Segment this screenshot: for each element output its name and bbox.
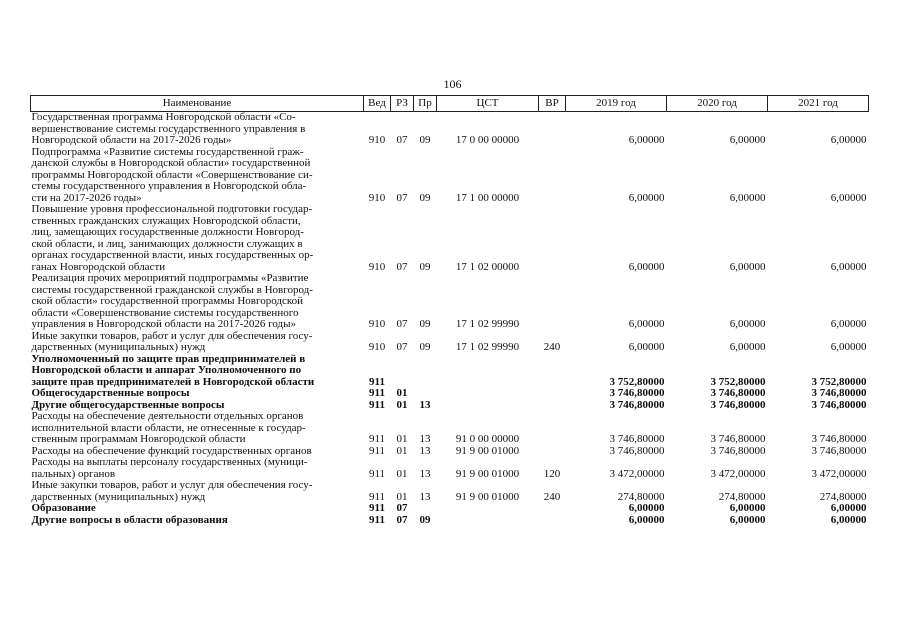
header-rz: РЗ [391, 96, 414, 112]
ved-cell: 911 [369, 387, 385, 399]
row-name-cell [31, 457, 364, 480]
vr-cell: 120 [543, 467, 561, 480]
row-name-line: Иные закупки товаров, работ и услуг для обеспечения госу- [31, 329, 313, 342]
row-name-line: сти на 2017-2026 годы» [31, 191, 142, 204]
vr-cell [539, 446, 566, 458]
header-vr: ВР [539, 96, 566, 112]
cst-cell: 91 9 00 01000 [455, 444, 520, 457]
row-name-cell [31, 331, 364, 354]
row-name-cell [31, 204, 364, 273]
pr-cell: 09 [419, 341, 431, 353]
ved-cell: 911 [368, 444, 386, 457]
rz-cell: 07 [396, 260, 408, 273]
row-name-line: исполнительной власти области, не отнесенные к государ- [31, 421, 306, 434]
row-name-cell [31, 480, 364, 503]
row-name-cell [31, 354, 364, 389]
pr-cell: 13 [419, 490, 431, 503]
cst-cell: 17 1 02 99990 [455, 318, 520, 330]
row-name-line: Расходы на обеспечение функций государственных органов [31, 444, 312, 457]
ved-cell: 910 [368, 134, 386, 146]
rz-cell: 01 [396, 444, 408, 457]
pr-cell: 09 [419, 513, 431, 526]
row-name-line: Другие общегосударственные вопросы [31, 398, 225, 411]
row-name-line: программы Новгородской области «Совершенствование си- [31, 168, 313, 181]
header-2021: 2021 год [768, 96, 869, 112]
amount-2019-cell: 3 472,00000 [609, 467, 665, 480]
page-number: 106 [443, 77, 462, 91]
amount-2021-cell: 6,00000 [830, 318, 867, 330]
amount-2020-cell: 6,00000 [729, 318, 766, 330]
row-name-line: стемы государственного управления в Новгородской обла- [31, 180, 307, 192]
row-name-line: Образование [31, 502, 96, 514]
cst-cell: 17 1 00 00000 [455, 191, 520, 204]
amount-2019-cell: 6,00000 [628, 191, 665, 204]
ved-cell: 910 [368, 260, 386, 273]
amount-2019-cell: 3 746,80000 [609, 433, 665, 445]
rz-cell: 01 [396, 398, 408, 411]
amount-2021-cell: 6,00000 [830, 191, 867, 204]
amount-2019-cell: 6,00000 [628, 341, 665, 353]
cst-cell: 91 9 00 01000 [455, 490, 520, 503]
row-name-line: ской области» государственной программы Новгородской [31, 295, 304, 307]
ved-cell: 910 [368, 318, 386, 330]
row-name-cell [31, 112, 364, 147]
amount-2020-cell: 6,00000 [729, 260, 766, 273]
amount-2021-cell: 3 746,80000 [811, 398, 867, 411]
rz-cell: 07 [396, 318, 408, 330]
row-name-line: органах государственной власти, иных государственных ор- [31, 249, 314, 261]
vr-cell [539, 388, 566, 400]
cst-cell: 91 0 00 00000 [455, 433, 520, 445]
ved-cell: 911 [369, 375, 385, 388]
ved-cell: 911 [368, 433, 386, 445]
ved-cell: 911 [369, 502, 385, 514]
row-name-cell [31, 273, 364, 331]
amount-2020-cell: 274,80000 [718, 490, 766, 503]
table-row [31, 480, 869, 503]
cst-cell [437, 388, 539, 400]
row-name-cell [31, 388, 364, 400]
row-name-line: Новгородской области и аппарат Уполномоченного по [31, 364, 302, 376]
cst-cell: 17 1 02 99990 [455, 341, 520, 353]
table-row [31, 411, 869, 446]
table-row [31, 331, 869, 354]
cst-cell [437, 515, 539, 527]
amount-2021-cell: 3 746,80000 [811, 387, 867, 399]
ved-cell: 910 [368, 191, 386, 204]
pr-cell: 13 [419, 398, 431, 411]
cst-cell: 17 1 02 00000 [455, 260, 520, 273]
amount-2021-cell: 274,80000 [819, 490, 867, 503]
row-name-line: лиц, замещающих государственные должности Новгород- [31, 226, 304, 238]
table-row [31, 273, 869, 331]
vr-cell [539, 400, 566, 412]
row-name-line: Общегосударственные вопросы [31, 387, 190, 399]
row-name-line: пальных) органов [31, 467, 116, 480]
table-header-row [31, 96, 869, 112]
row-name-line: системы государственной гражданской службы в Новгород- [31, 283, 313, 296]
row-name-line: Повышение уровня профессиональной подготовки государ- [31, 203, 313, 215]
amount-2019-cell: 274,80000 [617, 490, 665, 503]
vr-cell [539, 354, 566, 389]
cst-cell: 91 9 00 01000 [455, 467, 520, 480]
row-name-line: Иные закупки товаров, работ и услуг для обеспечения госу- [31, 479, 313, 491]
table-row [31, 388, 869, 400]
vr-cell [539, 503, 566, 515]
amount-2020-cell: 6,00000 [729, 513, 766, 526]
budget-table [30, 95, 869, 526]
row-name-line: ственным программам Новгородской области [31, 433, 246, 445]
row-name-line: дарственных (муниципальных) нужд [31, 341, 206, 353]
table-body [31, 112, 869, 527]
row-name-cell [31, 147, 364, 205]
amount-2021-cell: 6,00000 [830, 513, 867, 526]
pr-cell [414, 388, 437, 400]
rz-cell: 07 [396, 134, 408, 146]
row-name-line: защите прав предпринимателей в Новгородской области [31, 375, 315, 388]
header-2019: 2019 год [566, 96, 667, 112]
amount-2020-cell: 6,00000 [729, 341, 766, 353]
pr-cell: 13 [419, 467, 431, 480]
vr-cell [539, 112, 566, 147]
row-name-line: Подпрограмма «Развитие системы государственной граж- [31, 145, 304, 158]
row-name-cell [31, 503, 364, 515]
row-name-cell [31, 411, 364, 446]
amount-2021-cell: 3 746,80000 [811, 444, 867, 457]
amount-2019-cell: 6,00000 [628, 134, 665, 146]
amount-2021-cell: 6,00000 [830, 134, 867, 146]
row-name-line: Другие вопросы в области образования [31, 513, 228, 526]
row-name-line: управления в Новгородской области на 2017-2026 годы» [31, 318, 297, 330]
amount-2019-cell: 3 752,80000 [609, 375, 665, 388]
amount-2020-cell: 3 752,80000 [710, 375, 766, 388]
ved-cell: 910 [368, 341, 386, 353]
row-name-line: Государственная программа Новгородской области «Со- [31, 111, 296, 123]
rz-cell: 01 [396, 467, 408, 480]
rz-cell: 01 [396, 490, 408, 503]
amount-2021-cell: 3 746,80000 [811, 433, 867, 445]
amount-2021-cell: 3 472,00000 [811, 467, 867, 480]
cst-cell: 17 0 00 00000 [455, 134, 520, 146]
amount-2020-cell: 6,00000 [729, 191, 766, 204]
pr-cell [414, 503, 437, 515]
vr-cell [539, 204, 566, 273]
vr-cell [539, 515, 566, 527]
row-name-line: Новгородской области на 2017-2026 годы» [31, 134, 232, 146]
rz-cell: 07 [396, 502, 408, 514]
amount-2020-cell: 3 472,00000 [710, 467, 766, 480]
row-name-line: Расходы на обеспечение деятельности отдельных органов [31, 410, 304, 422]
row-name-line: ственных гражданских служащих Новгородской области, [31, 214, 301, 227]
amount-2021-cell: 6,00000 [830, 260, 867, 273]
vr-cell [539, 147, 566, 205]
amount-2019-cell: 6,00000 [628, 513, 665, 526]
row-name-line: вершенствование системы государственного управления в [31, 122, 306, 135]
row-name-line: области «Совершенствование системы государственного [31, 306, 299, 319]
vr-cell: 240 [543, 341, 561, 353]
amount-2019-cell: 6,00000 [628, 318, 665, 330]
ved-cell: 911 [368, 490, 386, 503]
rz-cell: 01 [396, 433, 408, 445]
ved-cell: 911 [368, 467, 386, 480]
row-name-line: данской службы в Новгородской области» государственной [31, 157, 311, 169]
amount-2020-cell: 3 746,80000 [710, 398, 766, 411]
table-row [31, 503, 869, 515]
row-name-line: ской области, и лиц, занимающих должности служащих в [31, 237, 303, 250]
row-name-line: дарственных (муниципальных) нужд [31, 490, 206, 503]
table-row [31, 112, 869, 147]
amount-2020-cell: 6,00000 [729, 502, 766, 514]
header-ved: Вед [364, 96, 391, 112]
amount-2020-cell: 3 746,80000 [710, 444, 766, 457]
table-row [31, 204, 869, 273]
pr-cell: 13 [419, 433, 431, 445]
pr-cell: 09 [419, 191, 431, 204]
rz-cell: 07 [396, 513, 408, 526]
amount-2019-cell: 6,00000 [628, 260, 665, 273]
amount-2019-cell: 6,00000 [628, 502, 665, 514]
table-row [31, 515, 869, 527]
cst-cell [437, 400, 539, 412]
pr-cell: 09 [419, 260, 431, 273]
header-name: Наименование [31, 96, 364, 112]
header-pr: Пр [414, 96, 437, 112]
table-row [31, 457, 869, 480]
amount-2021-cell: 6,00000 [830, 341, 867, 353]
amount-2019-cell: 3 746,80000 [609, 387, 665, 399]
rz-cell: 07 [396, 191, 408, 204]
table-row [31, 354, 869, 389]
rz-cell [391, 354, 414, 389]
header-cst: ЦСТ [437, 96, 539, 112]
pr-cell: 09 [419, 318, 431, 330]
amount-2020-cell: 3 746,80000 [710, 433, 766, 445]
table-row [31, 147, 869, 205]
vr-cell [539, 411, 566, 446]
header-2020: 2020 год [667, 96, 768, 112]
pr-cell: 13 [419, 444, 431, 457]
ved-cell: 911 [369, 398, 385, 411]
pr-cell: 09 [419, 134, 431, 146]
row-name-line: Расходы на выплаты персоналу государственных (муници- [31, 456, 308, 468]
row-name-line: Реализация прочих мероприятий подпрограммы «Развитие [31, 272, 309, 284]
amount-2019-cell: 3 746,80000 [609, 398, 665, 411]
amount-2021-cell: 3 752,80000 [811, 375, 867, 388]
amount-2020-cell: 3 746,80000 [710, 387, 766, 399]
cst-cell [437, 503, 539, 515]
amount-2020-cell: 6,00000 [729, 134, 766, 146]
vr-cell: 240 [543, 490, 561, 503]
rz-cell: 07 [396, 341, 408, 353]
row-name-line: ганах Новгородской области [31, 260, 166, 273]
amount-2021-cell: 6,00000 [830, 502, 867, 514]
vr-cell [539, 273, 566, 331]
amount-2019-cell: 3 746,80000 [609, 444, 665, 457]
pr-cell [414, 354, 437, 389]
rz-cell: 01 [396, 387, 408, 399]
row-name-line: Уполномоченный по защите прав предпринимателей в [31, 352, 306, 365]
ved-cell: 911 [369, 513, 385, 526]
row-name-cell [31, 515, 364, 527]
cst-cell [437, 354, 539, 389]
